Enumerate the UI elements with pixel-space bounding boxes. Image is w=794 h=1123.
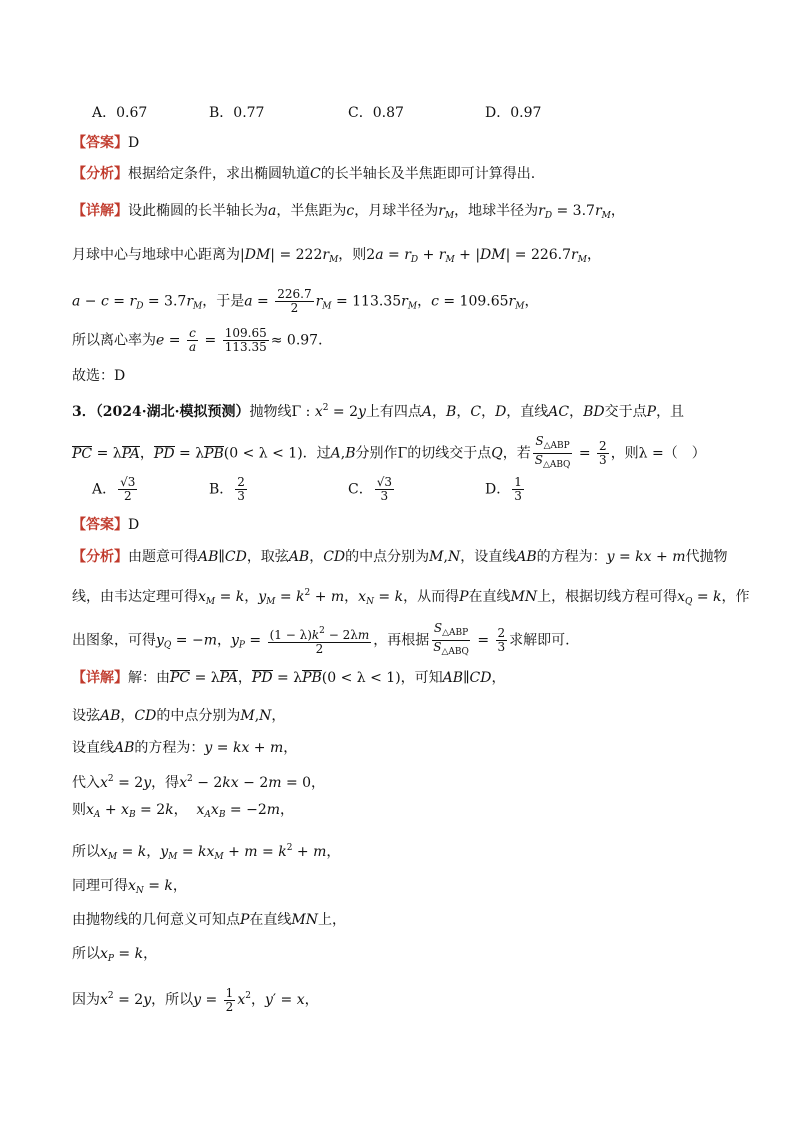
q3-option-b: B． $\frac{2}{3}$ (209, 475, 245, 503)
q3-detail-line-7: 同理可得$x_N = k$， (72, 878, 187, 896)
q3-detail-line-5: 则$x_A + x_B = 2k$， $x_Ax_B = -2m$， (72, 802, 295, 820)
analysis-label: 【分析】 (72, 166, 128, 182)
q3-detail-line-6: 所以$x_M = k$，$y_M = kx_M + m = k^2 + m$， (72, 843, 341, 862)
q3-detail-line-3: 设直线AB的方程为：y = kx + m， (72, 740, 298, 756)
q3-option-c: C． $\frac{√3}{3}$ (348, 475, 392, 503)
q2-choice: 故选：D (72, 368, 126, 384)
q3-detail-line-9: 所以$x_P = k$， (72, 946, 158, 964)
q3-option-a: A． $\frac{√3}{2}$ (92, 475, 136, 503)
q2-answer (72, 133, 139, 153)
q3-answer (72, 515, 139, 535)
q2-analysis: 【分析】根据给定条件，求出椭圆轨道C的长半轴长及半焦距即可计算得出. (72, 166, 536, 182)
q2-option-c: C．0.87 (348, 105, 404, 121)
q3-stem-line-2: PC = λPA，PD = λPB(0 < λ < 1)．过A,B分别作Γ的切线交于点Q，若 $\frac{S_{\triangle ABP}}{S_{\triangle ABQ}}$ = $\frac{2}{3}$ ，则λ =（ ） (72, 434, 706, 470)
q3-number: 3． (72, 404, 96, 420)
q2-option-a: A．0.67 (92, 105, 148, 121)
q3-answer-label: 【答案】 (72, 517, 128, 533)
q3-detail-label: 【详解】 (72, 670, 128, 686)
q3-detail-line-8: 由抛物线的几何意义可知点P在直线MN上， (72, 912, 347, 928)
q2-detail-line-1: 【详解】设此椭圆的长半轴长为a，半焦距为c，月球半径为$r_M$，地球半径为$r_D = 3.7r_M$， (72, 203, 625, 221)
answer-value: D (128, 135, 140, 151)
answer-label: 【答案】 (72, 135, 128, 151)
q3-detail-line-2: 设弦AB，CD的中点分别为M,N， (72, 708, 286, 724)
q2-detail-line-2: 月球中心与地球中心距离为$|DM| = 222r_M$，则$2a = r_D + r_M + |DM| = 226.7r_M$， (72, 247, 601, 265)
q3-analysis-line-3: 出图象，可得$y_Q = -m$，$y_P$ = $\frac{(1 - \lambda)k^2 - 2\lambda m}{2}$ ，再根据 $\frac{S_{\triangle ABP}}{S_{\triangle ABQ}}$ = $\frac{2}{3}$ 求解即可. (72, 621, 570, 657)
q3-analysis-line-2: 线，由韦达定理可得$x_M = k$，$y_M = k^2 + m$，$x_N = k$，从而得P在直线MN上，根据切线方程可得$x_Q = k$，作 (72, 588, 750, 607)
q3-analysis-line-1: 【分析】由题意可得AB∥CD，取弦AB，CD的中点分别为M,N，设直线AB的方程为：y = kx + m代抛物 (72, 549, 728, 565)
q3-option-d: D． $\frac{1}{3}$ (485, 475, 522, 503)
q2-detail-line-4: 所以离心率为e = $\frac{c}{a}$ = $\frac{109.65}{113.35}$ ≈ 0.97． (72, 326, 333, 354)
q3-stem-line-1: 3．（2024·湖北·模拟预测）抛物线Γ : $x^2 = 2y$上有四点A，B，C，D，直线AC，BD交于点P，且 (72, 403, 685, 420)
detail-label: 【详解】 (72, 203, 128, 219)
q3-detail-line-10: 因为$x^2 = 2y$，所以y = $\frac{1}{2}$ $x^2$，y′ = x， (72, 985, 319, 1014)
q3-detail-line-1: 【详解】解：由PC = λPA，PD = λPB(0 < λ < 1)，可知AB∥CD， (72, 670, 506, 686)
q3-detail-line-4: 代入$x^2 = 2y$，得$x^2 - 2kx - 2m = 0$， (72, 774, 326, 791)
q2-detail-line-3: $a - c = r_D = 3.7r_M$，于是a = $\frac{226.7}{2}$ $r_M = 113.35r_M$，$c = 109.65r_M$， (72, 287, 539, 315)
q3-analysis-label: 【分析】 (72, 549, 128, 565)
q2-option-b: B．0.77 (209, 105, 265, 121)
q3-answer-value: D (128, 517, 140, 533)
q3-source: （2024·湖北·模拟预测） (95, 404, 250, 420)
q2-option-d: D．0.97 (485, 105, 542, 121)
